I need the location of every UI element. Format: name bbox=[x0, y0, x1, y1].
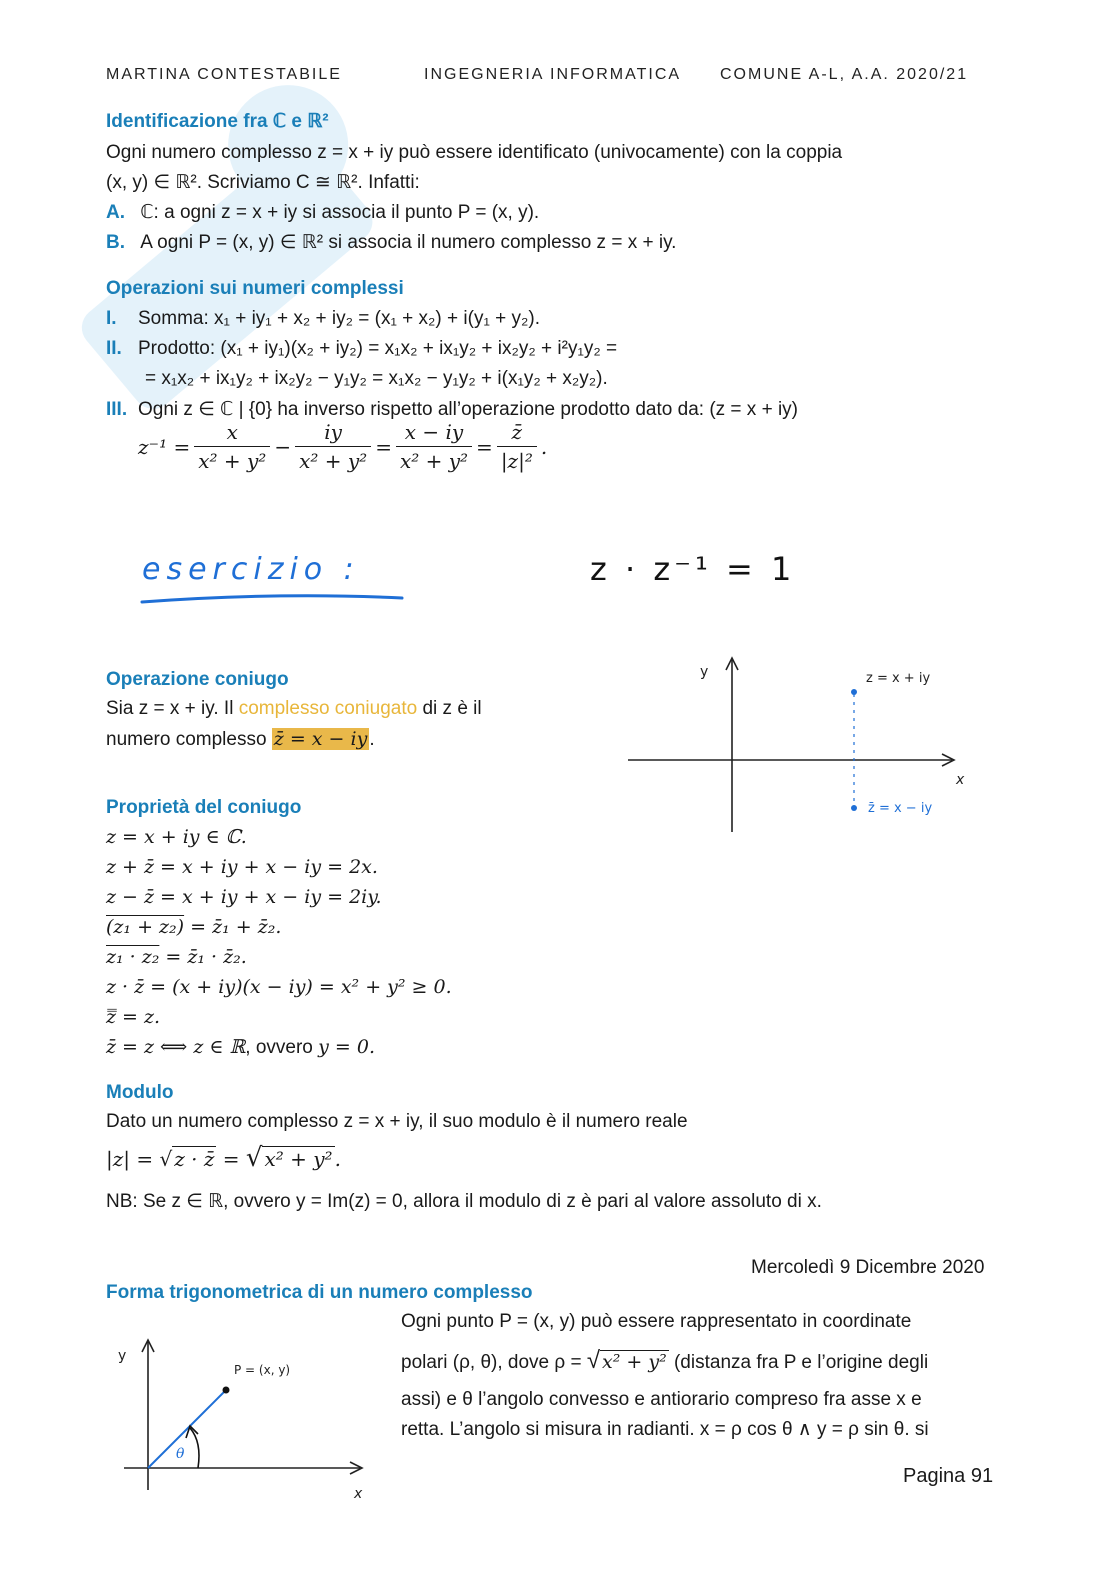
trig-line4: retta. L’angolo si misura in radianti. x = ρ cos θ ∧ y = ρ sin θ. si bbox=[401, 1419, 929, 1440]
trig-line2: polari (ρ, θ), dove ρ = √ x² + y² (distanza fra P e l’origine degli bbox=[401, 1347, 929, 1374]
proprieta-line8-a: z̄ = z ⟺ z ∈ ℝ bbox=[106, 1036, 246, 1058]
esercizio-underline bbox=[138, 590, 418, 610]
modulo-nb: NB: Se z ∈ ℝ, ovvero y = Im(z) = 0, allora il modulo di z è pari al valore assoluto di x. bbox=[106, 1191, 822, 1212]
fraction-4 bbox=[497, 420, 537, 473]
frac1-num: x bbox=[194, 420, 270, 447]
modulo-sqrt2: x² + y² bbox=[264, 1147, 333, 1171]
item-a-label: A. bbox=[106, 202, 125, 223]
plot1-z-label: z = x + iy bbox=[866, 671, 931, 686]
plot2-point-label: P = (x, y) bbox=[234, 1363, 291, 1377]
section-title-identificazione: Identificazione fra ℂ e ℝ² bbox=[106, 111, 329, 132]
minus-sign: − bbox=[274, 434, 292, 459]
polar-plot bbox=[110, 1330, 390, 1510]
identificazione-item-a bbox=[106, 201, 539, 224]
coniugo-definition-highlight: z̄ = x − iy bbox=[273, 728, 368, 750]
proprieta-line1: z = x + iy ∈ ℂ. bbox=[106, 826, 247, 848]
coniugo-line2 bbox=[106, 728, 375, 751]
proprieta-line6: z · z̄ = (x + iy)(x − iy) = x² + y² ≥ 0. bbox=[106, 976, 452, 998]
coniugo-line2-post: . bbox=[369, 729, 375, 750]
modulo-formula-eq: = bbox=[216, 1147, 246, 1171]
item-b-label: B. bbox=[106, 232, 125, 253]
frac4-num: z̄ bbox=[497, 420, 537, 447]
trig-line2-pre: polari (ρ, θ), dove ρ = bbox=[401, 1352, 587, 1373]
operazioni-item2 bbox=[106, 338, 617, 360]
trig-line3: assi) e θ l’angolo convesso e antiorario compreso fra asse x e bbox=[401, 1389, 922, 1410]
section-title-coniugo: Operazione coniugo bbox=[106, 669, 289, 690]
coniugo-line2-pre: numero complesso bbox=[106, 729, 272, 750]
plot2-theta-label: θ bbox=[176, 1446, 185, 1462]
modulo-sqrt1: z · z̄ bbox=[174, 1147, 215, 1171]
frac2-num: iy bbox=[295, 420, 371, 447]
header-course: INGEGNERIA INFORMATICA bbox=[424, 66, 682, 83]
header-author: MARTINA CONTESTABILE bbox=[106, 66, 342, 83]
frac1-den: x² + y² bbox=[198, 449, 267, 473]
coniugo-line1-post: di z è il bbox=[417, 698, 482, 719]
equals-sign-2: = bbox=[476, 434, 493, 459]
proprieta-line4-overlined: (z₁ + z₂) bbox=[106, 916, 185, 938]
modulo-formula-end: . bbox=[334, 1147, 341, 1171]
identificazione-item-b bbox=[106, 231, 676, 254]
frac3-den: x² + y² bbox=[399, 449, 469, 473]
plot2-ylabel: y bbox=[118, 1348, 127, 1364]
trig-line1: Ogni punto P = (x, y) può essere rappresentato in coordinate bbox=[401, 1311, 912, 1332]
operazioni-item1 bbox=[106, 308, 540, 330]
trig-line2-post: (distanza fra P e l’origine degli bbox=[668, 1352, 929, 1373]
page-number: Pagina 91 bbox=[903, 1465, 994, 1487]
section-title-trig: Forma trigonometrica di un numero complesso bbox=[106, 1282, 533, 1303]
modulo-formula-lhs: |z| = bbox=[106, 1147, 160, 1171]
proprieta-line5 bbox=[106, 946, 247, 968]
handwritten-esercizio: esercizio : bbox=[142, 552, 360, 587]
proprieta-line4 bbox=[106, 916, 281, 938]
proprieta-line8-c: y = 0. bbox=[318, 1036, 376, 1058]
frac2-den: x² + y² bbox=[299, 449, 368, 473]
lecture-date: Mercoledì 9 Dicembre 2020 bbox=[751, 1257, 985, 1278]
item3-label: III. bbox=[106, 399, 128, 420]
modulo-formula: |z| = √ z · z̄ = √ x² + y² . bbox=[106, 1143, 341, 1173]
coniugo-term: complesso coniugato bbox=[238, 698, 418, 719]
formula-period: . bbox=[540, 434, 548, 459]
item1-label: I. bbox=[106, 308, 117, 329]
item2-label: II. bbox=[106, 338, 122, 359]
section-title-proprieta: Proprietà del coniugo bbox=[106, 797, 302, 818]
item3-text: Ogni z ∈ ℂ | {0} ha inverso rispetto all’operazione prodotto dato da: (z = x + iy) bbox=[138, 399, 798, 420]
fraction-3 bbox=[396, 420, 472, 473]
proprieta-line5-rest: = z̄₁ · z̄₂. bbox=[159, 946, 247, 968]
proprieta-line3: z − z̄ = x + iy + x − iy = 2iy. bbox=[106, 886, 382, 908]
proprieta-line4-rest: = z̄₁ + z̄₂. bbox=[184, 916, 282, 938]
plot1-point-z bbox=[851, 689, 857, 695]
plot1-ylabel: y bbox=[700, 664, 709, 680]
proprieta-line2: z + z̄ = x + iy + x − iy = 2x. bbox=[106, 856, 378, 878]
plot1-point-zbar bbox=[851, 805, 857, 811]
plot1-zbar-label: z̄ = x − iy bbox=[868, 801, 933, 816]
inverse-formula bbox=[138, 420, 547, 473]
inverse-lhs: z⁻¹ = bbox=[138, 434, 191, 459]
proprieta-line7: z̿ = z. bbox=[106, 1006, 161, 1028]
conjugate-plot bbox=[620, 650, 1000, 840]
modulo-line1: Dato un numero complesso z = x + iy, il suo modulo è il numero reale bbox=[106, 1111, 688, 1132]
operazioni-item2-cont: = x₁x₂ + ix₁y₂ + ix₂y₂ − y₁y₂ = x₁x₂ − y₁y₂ + i(x₁y₂ + x₂y₂). bbox=[145, 368, 608, 389]
item-a-text: ℂ: a ogni z = x + iy si associa il punto P = (x, y). bbox=[140, 202, 540, 223]
proprieta-line5-overlined: z₁ · z₂ bbox=[106, 946, 160, 968]
item1-text: Somma: x₁ + iy₁ + x₂ + iy₂ = (x₁ + x₂) + i(y₁ + y₂). bbox=[138, 308, 540, 329]
frac4-den: |z|² bbox=[500, 449, 533, 473]
coniugo-line1 bbox=[106, 698, 482, 720]
item-b-text: A ogni P = (x, y) ∈ ℝ² si associa il numero complesso z = x + iy. bbox=[140, 232, 677, 253]
fraction-2 bbox=[295, 420, 371, 473]
fraction-1 bbox=[194, 420, 270, 473]
plot1-xlabel: x bbox=[956, 772, 965, 788]
coniugo-line1-pre: Sia z = x + iy. Il bbox=[106, 698, 239, 719]
section-title-modulo: Modulo bbox=[106, 1082, 174, 1103]
frac3-num: x − iy bbox=[396, 420, 472, 447]
item2-text: Prodotto: (x₁ + iy₁)(x₂ + iy₂) = x₁x₂ + ix₁y₂ + ix₂y₂ + i²y₁y₂ = bbox=[138, 338, 618, 359]
proprieta-line8 bbox=[106, 1036, 375, 1059]
plot2-ray bbox=[148, 1390, 226, 1468]
plot2-point-p bbox=[223, 1387, 230, 1394]
proprieta-line8-b: , ovvero bbox=[245, 1037, 319, 1058]
section-title-operazioni: Operazioni sui numeri complessi bbox=[106, 278, 404, 299]
equals-sign: = bbox=[375, 434, 392, 459]
handwritten-equation: z · z⁻¹ = 1 bbox=[590, 550, 796, 588]
plot2-xlabel: x bbox=[354, 1486, 363, 1502]
header-group: COMUNE A-L, A.A. 2020/21 bbox=[720, 66, 969, 83]
trig-sqrt: x² + y² bbox=[602, 1351, 667, 1373]
identificazione-line2: (x, y) ∈ ℝ². Scriviamo C ≅ ℝ². Infatti: bbox=[106, 172, 420, 193]
operazioni-item3 bbox=[106, 398, 798, 421]
identificazione-line1: Ogni numero complesso z = x + iy può essere identificato (univocamente) con la coppia bbox=[106, 142, 843, 163]
